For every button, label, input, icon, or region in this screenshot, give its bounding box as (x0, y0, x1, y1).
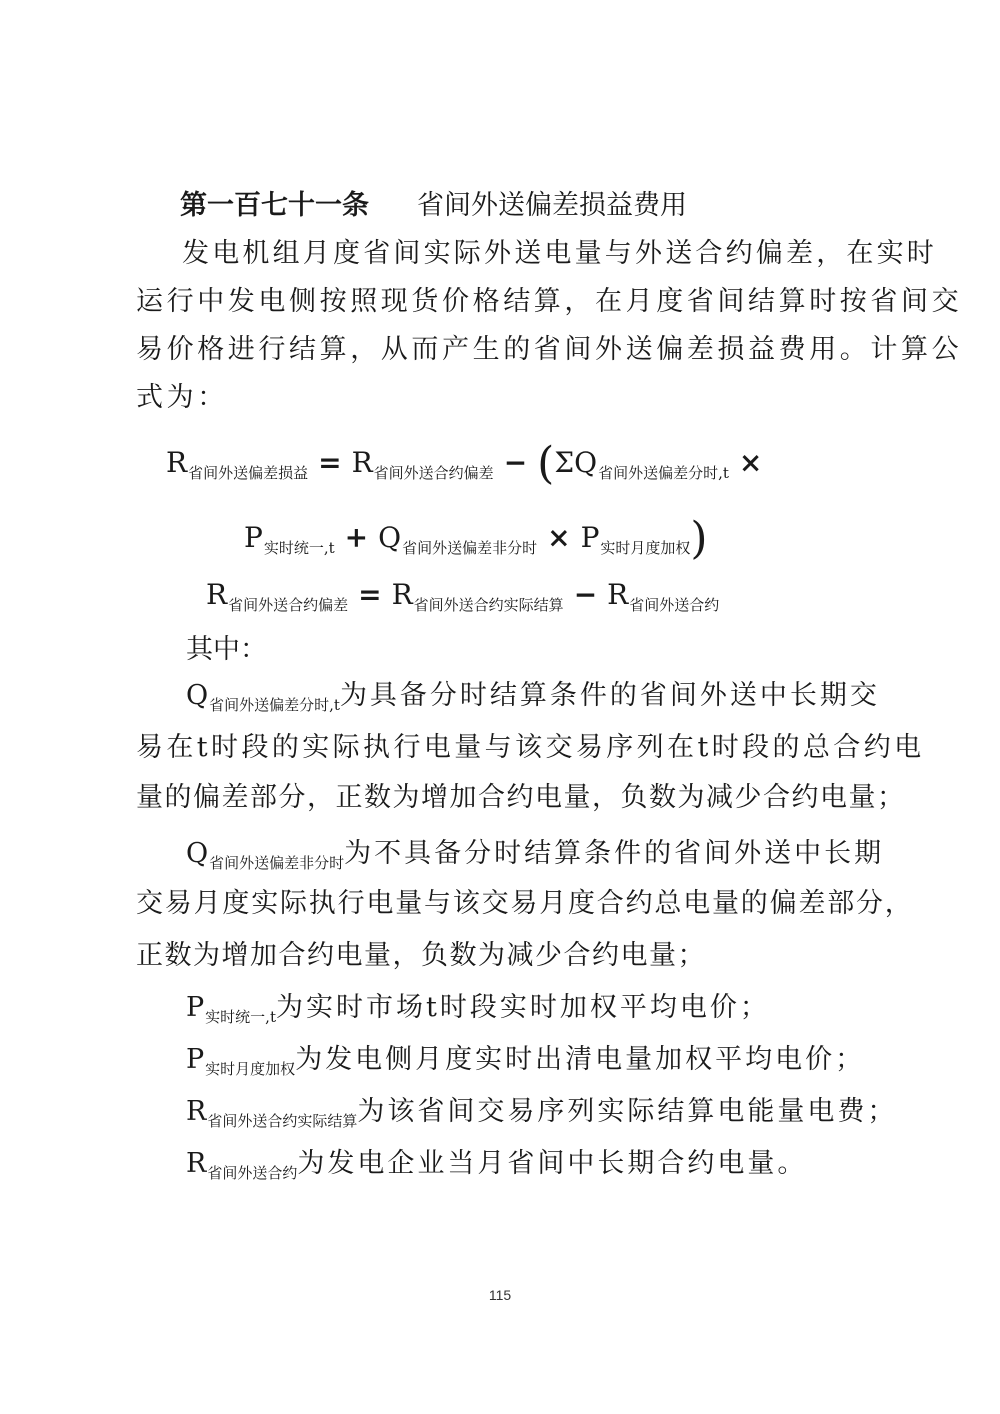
definition-q-nonshift: $Q_{省间外送偏差非分时}$为不具备分时结算条件的省间外送中长期 (186, 838, 885, 872)
intro-line-1: 发电机组月度省间实际外送电量与外送合约偏差，在实时 (182, 238, 937, 269)
where-label: 其中： (186, 634, 267, 665)
page-number: 115 (488, 1287, 512, 1303)
definition-q-shift: $Q_{省间外送偏差分时,t}$为具备分时结算条件的省间外送中长期交 (186, 680, 880, 714)
definition-r-contract: $R_{省间外送合约}$为发电企业当月省间中长期合约电量。 (186, 1148, 808, 1182)
definition-q-shift-line-3: 量的偏差部分，正数为增加合约电量，负数为减少合约电量； (136, 782, 906, 813)
definition-p-realtime-unified: $P_{实时统一,t}$为实时市场t时段实时加权平均电价； (186, 992, 770, 1026)
definition-q-nonshift-line-3: 正数为增加合约电量，负数为减少合约电量； (136, 940, 706, 971)
definition-r-actual-settlement: $R_{省间外送合约实际结算}$为该省间交易序列实际结算电能量电费； (186, 1096, 898, 1130)
definition-q-nonshift-line-2: 交易月度实际执行电量与该交易月度合约总电量的偏差部分， (136, 888, 914, 919)
article-heading (180, 186, 687, 226)
article-number: 第一百七十一条 (180, 190, 369, 221)
definition-q-shift-line-2: 易在t时段的实际执行电量与该交易序列在t时段的总合约电 (136, 732, 925, 763)
intro-line-2: 运行中发电侧按照现货价格结算，在月度省间结算时按省间交 (136, 286, 963, 317)
definition-p-realtime-monthly: $P_{实时月度加权}$为发电侧月度实时出清电量加权平均电价； (186, 1044, 866, 1078)
formula-line-3: $R_{省间外送合约偏差} = R_{省间外送合约实际结算} - R_{省间外送合约}$ (206, 578, 720, 614)
intro-line-4: 式为： (136, 382, 228, 413)
intro-line-3: 易价格进行结算，从而产生的省间外送偏差损益费用。计算公 (136, 334, 963, 365)
formula-line-1: $R_{省间外送偏差损益} = R_{省间外送合约偏差} - (\Sigma Q_{省间外送偏差分时,t}$ × (166, 438, 763, 489)
article-title: 省间外送偏差损益费用 (417, 190, 687, 221)
formula-line-2: $P_{实时统一,t} + Q_{省间外送偏差非分时} \times P_{实时月度加权}$) (244, 513, 708, 564)
